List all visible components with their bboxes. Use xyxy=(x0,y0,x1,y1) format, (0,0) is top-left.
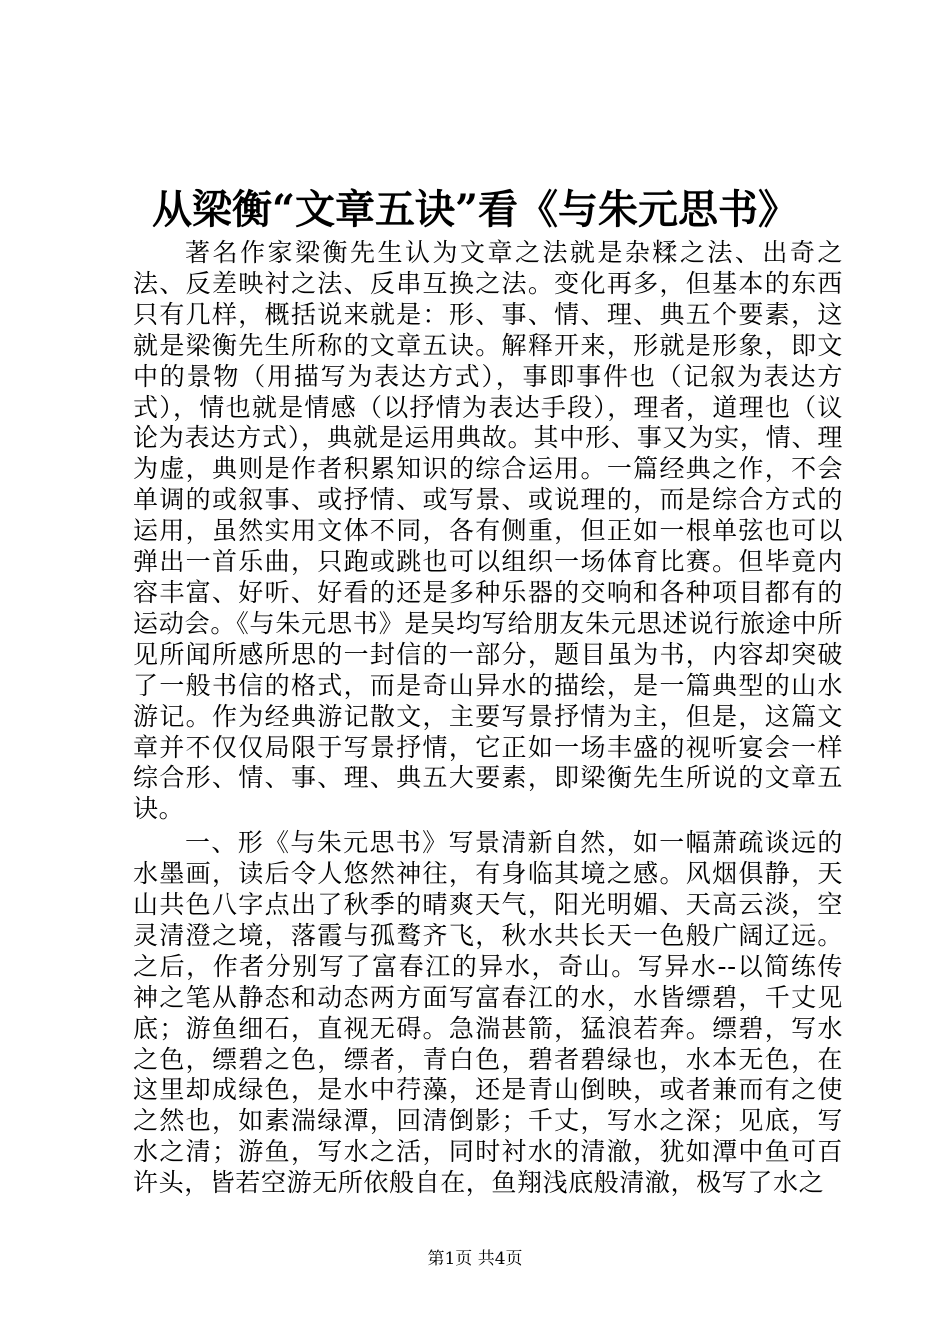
paragraph: 著名作家梁衡先生认为文章之法就是杂糅之法、出奇之法、反差映衬之法、反串互换之法。变化再多，但基本的东西只有几样，概括说来就是：形、事、情、理、典五个要素，这就是梁衡先生所称的文章五诀。解释开来，形就是形象，即文中的景物（用描写为表达方式），事即事件也（记叙为表达方式），情也就是情感（以抒情为表达手段），理者，道理也（议论为表达方式），典就是运用典故。其中形、事又为实，情、理为虚，典则是作者积累知识的综合运用。一篇经典之作，不会单调的或叙事、或抒情、或写景、或说理的，而是综合方式的运用，虽然实用文体不同，各有侧重，但正如一根单弦也可以弹出一首乐曲，只跑或跳也可以组织一场体育比赛。但毕竟内容丰富、好听、好看的还是多种乐器的交响和各种项目都有的运动会。《与朱元思书》是吴均写给朋友朱元思述说行旅途中所见所闻所感所思的一封信的一部分，题目虽为书，内容却突破了一般书信的格式，而是奇山异水的描绘，是一篇典型的山水游记。作为经典游记散文，主要写景抒情为主，但是，这篇文章并不仅仅局限于写景抒情，它正如一场丰盛的视听宴会一样综合形、情、事、理、典五大要素，即梁衡先生所说的文章五诀。 xyxy=(133,238,843,824)
document-body xyxy=(133,238,843,1202)
document-title: 从梁衡“文章五诀”看《与朱元思书》 xyxy=(151,186,798,233)
paragraph: 一、形《与朱元思书》写景清新自然，如一幅萧疏谈远的水墨画，读后令人悠然神往，有身临其境之感。风烟俱静，天山共色八字点出了秋季的晴爽天气，阳光明媚、天高云淡，空灵清澄之境，落霞与孤鹜齐飞，秋水共长天一色般广阔辽远。之后，作者分别写了富春江的异水，奇山。写异水--以简练传神之笔从静态和动态两方面写富春江的水，水皆缥碧，千丈见底；游鱼细石，直视无碍。急湍甚箭，猛浪若奔。缥碧，写水之色，缥碧之色，缥者，青白色，碧者碧绿也，水本无色，在这里却成绿色，是水中荇藻，还是青山倒映，或者兼而有之使之然也，如素湍绿潭，回清倒影；千丈，写水之深；见底，写水之清；游鱼，写水之活，同时衬水的清澈，犹如潭中鱼可百许头，皆若空游无所依般自在，鱼翔浅底般清澈，极写了水之 xyxy=(133,828,843,1198)
page-number-footer: 第1页 共4页 xyxy=(427,1249,523,1269)
